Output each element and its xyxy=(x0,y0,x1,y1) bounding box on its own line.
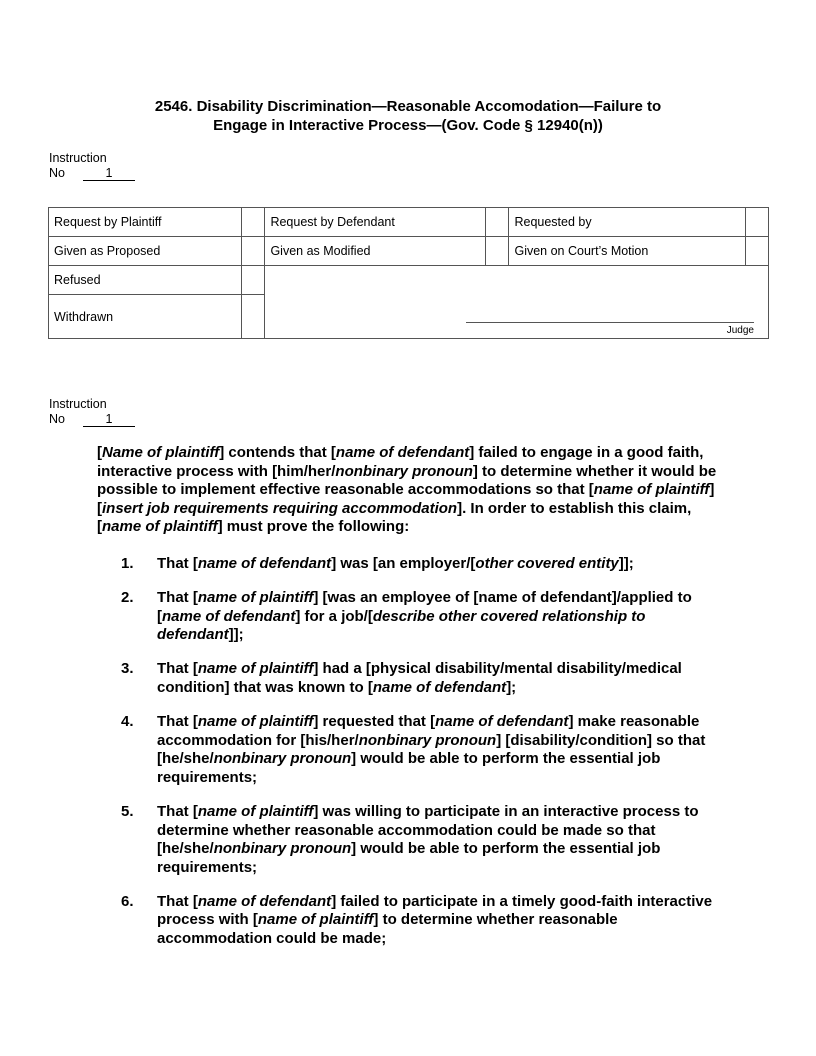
given-as-modified-checkbox[interactable] xyxy=(486,237,509,266)
item-number: 2. xyxy=(121,589,134,607)
text-segment: ] had a [physical disability/mental disability/medical condition] that was known to [ xyxy=(157,660,682,696)
item-number: 5. xyxy=(121,802,134,820)
instruction-body xyxy=(97,444,727,964)
placeholder-text: name of defendant xyxy=(197,554,332,572)
instruction-number: 1 xyxy=(83,413,135,427)
instruction-label: Instruction xyxy=(49,151,107,165)
placeholder-text: nonbinary pronoun xyxy=(213,840,352,858)
placeholder-text: name of plaintiff xyxy=(197,589,314,607)
no-label: No xyxy=(49,165,65,180)
text-segment: That [ xyxy=(157,554,198,572)
text-segment: ] contends that [ xyxy=(219,444,336,461)
instruction-number-top xyxy=(49,151,135,181)
placeholder-text: other covered entity xyxy=(475,554,619,572)
text-segment: That [ xyxy=(157,589,198,607)
text-segment: ] must prove the following: xyxy=(217,518,410,536)
placeholder-text: nonbinary pronoun xyxy=(358,731,497,749)
placeholder-text: nonbinary pronoun xyxy=(213,750,352,768)
text-segment: ] would be able to perform the essential job requirements; xyxy=(157,840,661,876)
placeholder-text: name of plaintiff xyxy=(197,713,314,731)
placeholder-text: name of defendant xyxy=(162,607,296,625)
list-item xyxy=(97,660,727,697)
placeholder-text: name of defendant xyxy=(372,678,507,696)
judge-label: Judge xyxy=(726,325,754,336)
text-segment: ] for a job/[ xyxy=(295,607,373,625)
document-title xyxy=(0,97,816,135)
text-segment: ] requested that [ xyxy=(313,713,436,731)
disposition-table xyxy=(48,207,769,339)
no-label: No xyxy=(49,411,65,426)
text-segment: ]]; xyxy=(228,626,244,644)
placeholder-text: describe other covered relationship to defendant xyxy=(157,607,646,644)
placeholder-text: name of plaintiff xyxy=(593,481,710,499)
list-item xyxy=(97,589,727,645)
text-segment: ] to determine whether it would be possible to implement effective reasonable accommodations so that [ xyxy=(97,462,717,499)
intro-paragraph xyxy=(97,444,727,537)
request-by-defendant-checkbox[interactable] xyxy=(486,208,509,237)
placeholder-text: name of plaintiff xyxy=(197,660,314,678)
given-as-modified-label: Given as Modified xyxy=(265,237,486,266)
refused-checkbox[interactable] xyxy=(242,266,265,295)
withdrawn-checkbox[interactable] xyxy=(242,295,265,339)
text-segment: ]. In order to establish this claim, [ xyxy=(97,499,692,536)
given-as-proposed-checkbox[interactable] xyxy=(242,237,265,266)
title-line-1: 2546. Disability Discrimination—Reasonable Accomodation—Failure to xyxy=(154,98,662,115)
given-as-proposed-label: Given as Proposed xyxy=(49,237,242,266)
given-on-courts-motion-checkbox[interactable] xyxy=(746,237,769,266)
text-segment: ] [ xyxy=(97,481,715,517)
text-segment: That [ xyxy=(157,713,198,731)
judge-signature-area[interactable] xyxy=(265,266,769,339)
list-item xyxy=(97,803,727,877)
requested-by-checkbox[interactable] xyxy=(746,208,769,237)
text-segment: ] make reasonable accommodation for [his/her/ xyxy=(157,713,700,749)
request-by-plaintiff-label: Request by Plaintiff xyxy=(49,208,242,237)
item-number: 3. xyxy=(121,660,134,678)
instruction-number: 1 xyxy=(83,167,135,181)
elements-list xyxy=(97,555,727,949)
placeholder-text: name of plaintiff xyxy=(197,802,314,820)
item-number: 1. xyxy=(121,554,134,572)
placeholder-text: name of plaintiff xyxy=(257,911,374,929)
withdrawn-label: Withdrawn xyxy=(49,295,242,339)
judge-signature-line xyxy=(466,322,754,323)
item-number: 6. xyxy=(121,892,134,910)
title-line-2: Engage in Interactive Process—(Gov. Code § 12940(n)) xyxy=(213,117,603,134)
item-number: 4. xyxy=(121,713,134,731)
text-segment: ] failed to participate in a timely good-faith interactive process with [ xyxy=(157,892,713,929)
text-segment: That [ xyxy=(157,660,198,678)
text-segment: ] [disability/condition] so that [he/she/ xyxy=(157,731,706,768)
placeholder-text: insert job requirements requiring accommodation xyxy=(102,499,458,517)
text-segment: ] failed to engage in a good faith, interactive process with [him/her/ xyxy=(97,444,704,480)
list-item xyxy=(97,893,727,949)
request-by-plaintiff-checkbox[interactable] xyxy=(242,208,265,237)
text-segment: ] was [an employer/[ xyxy=(331,554,476,572)
text-segment: ]; xyxy=(506,678,517,696)
text-segment: That [ xyxy=(157,802,198,820)
text-segment: [ xyxy=(97,444,102,461)
placeholder-text: name of defendant xyxy=(435,713,569,731)
text-segment: ] would be able to perform the essential job requirements; xyxy=(157,750,661,786)
text-segment: ] was willing to participate in an interactive process to determine whether reasonable accommodation could be made so that [he/she/ xyxy=(157,802,699,858)
placeholder-text: Name of plaintiff xyxy=(102,444,220,461)
placeholder-text: name of defendant xyxy=(197,892,332,910)
text-segment: ] to determine whether reasonable accommodation could be made; xyxy=(157,911,618,947)
given-on-courts-motion-label: Given on Court’s Motion xyxy=(509,237,746,266)
requested-by-label: Requested by xyxy=(509,208,746,237)
refused-label: Refused xyxy=(49,266,242,295)
text-segment: That [ xyxy=(157,892,198,910)
instruction-number-bottom xyxy=(49,397,135,427)
request-by-defendant-label: Request by Defendant xyxy=(265,208,486,237)
placeholder-text: nonbinary pronoun xyxy=(335,462,473,480)
list-item xyxy=(97,713,727,787)
list-item xyxy=(97,555,727,574)
placeholder-text: name of defendant xyxy=(335,444,470,461)
text-segment: ] [was an employee of [name of defendant]/applied to [ xyxy=(157,589,692,625)
text-segment: ]]; xyxy=(618,554,634,572)
instruction-label: Instruction xyxy=(49,397,107,411)
placeholder-text: name of plaintiff xyxy=(102,518,218,536)
